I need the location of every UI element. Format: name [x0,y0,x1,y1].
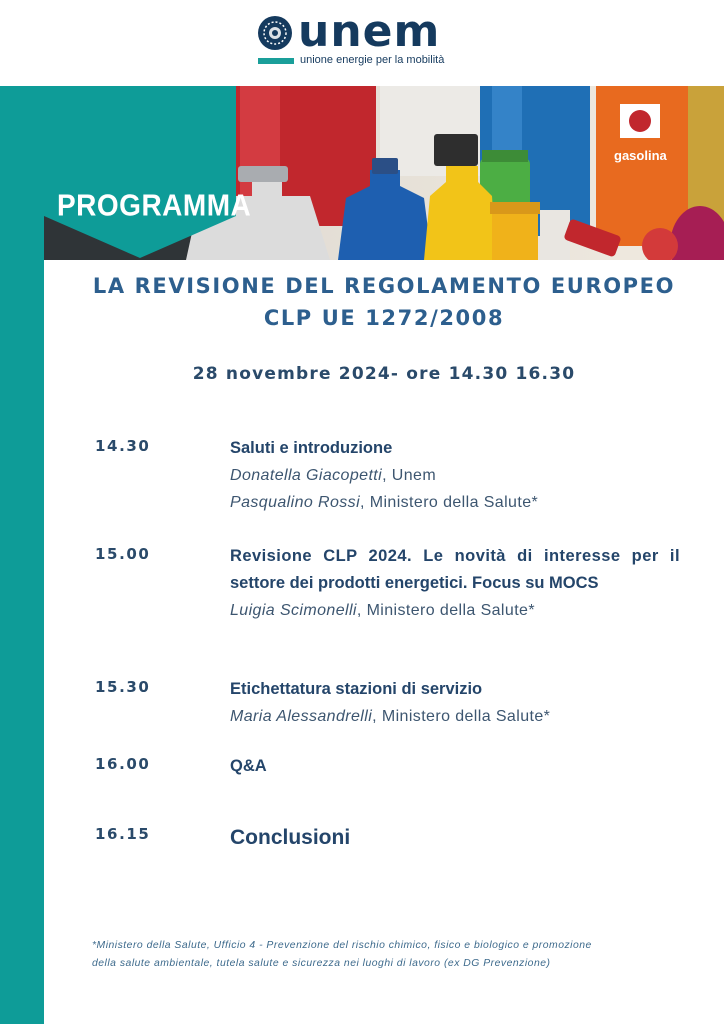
speaker-name: Donatella Giacopetti [230,467,383,484]
event-date: 28 novembre 2024- ore 14.30 16.30 [192,364,576,384]
agenda-body [230,676,680,730]
speaker-name: Maria Alessandrelli [230,708,373,725]
agenda-topic: Q&A [230,757,267,775]
agenda-body [230,823,680,853]
agenda-time: 15.30 [95,678,151,696]
lubricant-containers-image [0,86,724,260]
unem-logo[interactable] [256,6,466,72]
programma-label: PROGRAMMA [57,188,252,223]
agenda-speaker [230,597,680,624]
agenda-time: 14.30 [95,437,151,455]
event-title-line2: CLP UE 1272/2008 [263,306,505,330]
agenda-topic: Conclusioni [230,826,351,849]
logo-wordmark: unem [298,6,441,57]
event-title [44,270,724,334]
agenda-body [230,753,680,780]
agenda-topic-line1: Revisione CLP 2024. Le novità di interesse per il [230,547,680,565]
agenda-time: 15.00 [95,545,151,563]
footnote-line1: *Ministero della Salute, Ufficio 4 - Prevenzione del rischio chimico, fisico e biologico e promozione [92,940,592,951]
agenda-topic: Saluti e introduzione [230,439,393,457]
agenda-time: 16.15 [95,825,151,843]
speaker-org: , Unem [382,467,437,484]
logo-tagline: unione energie per la mobilità [300,54,445,66]
speaker-name: Pasqualino Rossi [230,494,361,511]
logo-accent-bar [258,58,294,64]
unem-emblem-icon [256,14,294,54]
can-label: gasolina [614,148,667,163]
agenda-time: 16.00 [95,755,151,773]
speaker-org: , Ministero della Salute* [360,494,539,511]
header [0,0,724,86]
speaker-org: , Ministero della Salute* [372,708,551,725]
agenda-speaker [230,703,680,730]
agenda-body [230,435,680,516]
footnote [92,937,692,973]
banner [0,86,724,260]
agenda-speaker [230,462,680,489]
footnote-line2: della salute ambientale, tutela salute e sicurezza nei luoghi di lavoro (ex DG Prevenzione) [92,958,551,969]
event-title-line1: LA REVISIONE DEL REGOLAMENTO EUROPEO [92,274,676,298]
speaker-name: Luigia Scimonelli [230,602,357,619]
agenda-speaker [230,489,680,516]
agenda-body [230,543,680,624]
speaker-org: , Ministero della Salute* [356,602,535,619]
agenda-topic-line2: settore dei prodotti energetici. Focus su MOCS [230,574,599,592]
agenda-topic: Etichettatura stazioni di servizio [230,680,483,698]
